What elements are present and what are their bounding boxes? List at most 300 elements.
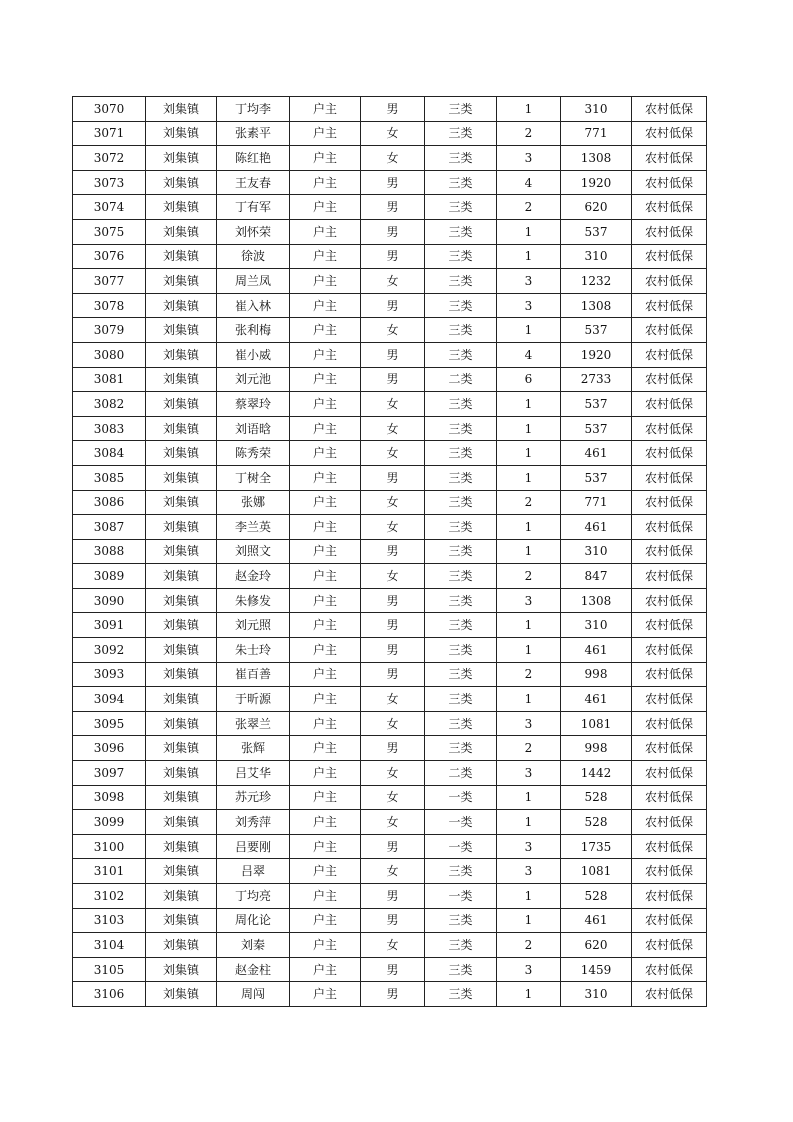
cell-record-number: 3095: [73, 711, 146, 736]
table-row: [73, 810, 707, 835]
table-row: [73, 515, 707, 540]
cell-amount: 310: [561, 97, 632, 122]
cell-name: 陈红艳: [217, 146, 290, 171]
cell-assistance-type: 农村低保: [632, 146, 707, 171]
cell-category: 三类: [425, 244, 497, 269]
cell-record-number: 3072: [73, 146, 146, 171]
table-row: [73, 97, 707, 122]
cell-household-size: 3: [497, 761, 561, 786]
cell-relation: 户主: [290, 933, 361, 958]
roster-table: [72, 96, 707, 1007]
cell-name: 苏元珍: [217, 785, 290, 810]
cell-assistance-type: 农村低保: [632, 219, 707, 244]
cell-record-number: 3070: [73, 97, 146, 122]
table-row: [73, 908, 707, 933]
cell-assistance-type: 农村低保: [632, 244, 707, 269]
cell-household-size: 1: [497, 318, 561, 343]
cell-township: 刘集镇: [146, 662, 217, 687]
cell-gender: 女: [361, 933, 425, 958]
cell-record-number: 3088: [73, 539, 146, 564]
cell-record-number: 3086: [73, 490, 146, 515]
cell-amount: 461: [561, 441, 632, 466]
cell-amount: 537: [561, 318, 632, 343]
cell-category: 三类: [425, 170, 497, 195]
table-row: [73, 441, 707, 466]
cell-relation: 户主: [290, 908, 361, 933]
table-row: [73, 711, 707, 736]
cell-name: 刘秀萍: [217, 810, 290, 835]
cell-household-size: 1: [497, 465, 561, 490]
cell-assistance-type: 农村低保: [632, 318, 707, 343]
cell-category: 一类: [425, 884, 497, 909]
cell-assistance-type: 农村低保: [632, 982, 707, 1007]
cell-township: 刘集镇: [146, 441, 217, 466]
cell-household-size: 1: [497, 539, 561, 564]
cell-amount: 528: [561, 785, 632, 810]
cell-record-number: 3090: [73, 588, 146, 613]
cell-relation: 户主: [290, 810, 361, 835]
cell-household-size: 4: [497, 170, 561, 195]
cell-household-size: 3: [497, 293, 561, 318]
cell-township: 刘集镇: [146, 342, 217, 367]
cell-relation: 户主: [290, 687, 361, 712]
cell-relation: 户主: [290, 711, 361, 736]
cell-record-number: 3106: [73, 982, 146, 1007]
table-row: [73, 761, 707, 786]
cell-record-number: 3099: [73, 810, 146, 835]
cell-gender: 女: [361, 761, 425, 786]
cell-assistance-type: 农村低保: [632, 687, 707, 712]
cell-amount: 1308: [561, 588, 632, 613]
cell-assistance-type: 农村低保: [632, 195, 707, 220]
cell-township: 刘集镇: [146, 416, 217, 441]
cell-household-size: 1: [497, 982, 561, 1007]
cell-relation: 户主: [290, 269, 361, 294]
cell-township: 刘集镇: [146, 908, 217, 933]
cell-relation: 户主: [290, 982, 361, 1007]
cell-township: 刘集镇: [146, 219, 217, 244]
cell-amount: 847: [561, 564, 632, 589]
cell-amount: 1459: [561, 957, 632, 982]
cell-category: 三类: [425, 515, 497, 540]
cell-category: 三类: [425, 219, 497, 244]
cell-record-number: 3082: [73, 392, 146, 417]
cell-assistance-type: 农村低保: [632, 170, 707, 195]
cell-amount: 310: [561, 539, 632, 564]
cell-assistance-type: 农村低保: [632, 441, 707, 466]
cell-record-number: 3074: [73, 195, 146, 220]
cell-gender: 男: [361, 957, 425, 982]
cell-amount: 537: [561, 416, 632, 441]
cell-township: 刘集镇: [146, 957, 217, 982]
table-row: [73, 539, 707, 564]
cell-name: 周化论: [217, 908, 290, 933]
cell-record-number: 3094: [73, 687, 146, 712]
cell-household-size: 1: [497, 785, 561, 810]
cell-relation: 户主: [290, 170, 361, 195]
cell-gender: 女: [361, 441, 425, 466]
cell-name: 丁有军: [217, 195, 290, 220]
cell-gender: 男: [361, 884, 425, 909]
cell-name: 吕要刚: [217, 834, 290, 859]
cell-household-size: 2: [497, 490, 561, 515]
cell-record-number: 3104: [73, 933, 146, 958]
cell-township: 刘集镇: [146, 293, 217, 318]
cell-name: 朱修发: [217, 588, 290, 613]
cell-record-number: 3083: [73, 416, 146, 441]
cell-record-number: 3081: [73, 367, 146, 392]
table-row: [73, 933, 707, 958]
cell-relation: 户主: [290, 416, 361, 441]
cell-gender: 男: [361, 293, 425, 318]
cell-relation: 户主: [290, 318, 361, 343]
cell-gender: 女: [361, 687, 425, 712]
cell-amount: 998: [561, 662, 632, 687]
cell-assistance-type: 农村低保: [632, 588, 707, 613]
table-row: [73, 392, 707, 417]
table-row: [73, 834, 707, 859]
cell-category: 三类: [425, 392, 497, 417]
cell-category: 三类: [425, 957, 497, 982]
table-row: [73, 170, 707, 195]
cell-township: 刘集镇: [146, 761, 217, 786]
cell-name: 刘元池: [217, 367, 290, 392]
cell-township: 刘集镇: [146, 121, 217, 146]
cell-amount: 1232: [561, 269, 632, 294]
cell-record-number: 3103: [73, 908, 146, 933]
cell-category: 三类: [425, 859, 497, 884]
cell-relation: 户主: [290, 146, 361, 171]
cell-amount: 771: [561, 121, 632, 146]
cell-household-size: 1: [497, 638, 561, 663]
cell-amount: 998: [561, 736, 632, 761]
cell-name: 丁树全: [217, 465, 290, 490]
cell-assistance-type: 农村低保: [632, 293, 707, 318]
cell-household-size: 1: [497, 884, 561, 909]
cell-household-size: 3: [497, 957, 561, 982]
cell-assistance-type: 农村低保: [632, 367, 707, 392]
cell-township: 刘集镇: [146, 515, 217, 540]
cell-category: 二类: [425, 761, 497, 786]
cell-township: 刘集镇: [146, 465, 217, 490]
cell-category: 三类: [425, 982, 497, 1007]
cell-household-size: 1: [497, 613, 561, 638]
cell-assistance-type: 农村低保: [632, 834, 707, 859]
cell-assistance-type: 农村低保: [632, 957, 707, 982]
cell-assistance-type: 农村低保: [632, 884, 707, 909]
cell-household-size: 6: [497, 367, 561, 392]
cell-assistance-type: 农村低保: [632, 490, 707, 515]
cell-amount: 310: [561, 613, 632, 638]
cell-name: 徐波: [217, 244, 290, 269]
cell-category: 三类: [425, 465, 497, 490]
cell-record-number: 3079: [73, 318, 146, 343]
cell-township: 刘集镇: [146, 564, 217, 589]
cell-relation: 户主: [290, 859, 361, 884]
cell-gender: 女: [361, 515, 425, 540]
cell-gender: 女: [361, 269, 425, 294]
cell-record-number: 3077: [73, 269, 146, 294]
table-row: [73, 785, 707, 810]
cell-gender: 男: [361, 170, 425, 195]
cell-name: 张翠兰: [217, 711, 290, 736]
cell-gender: 男: [361, 244, 425, 269]
cell-record-number: 3080: [73, 342, 146, 367]
table-row: [73, 342, 707, 367]
cell-household-size: 3: [497, 859, 561, 884]
cell-name: 崔百善: [217, 662, 290, 687]
cell-household-size: 1: [497, 441, 561, 466]
cell-township: 刘集镇: [146, 146, 217, 171]
cell-relation: 户主: [290, 293, 361, 318]
cell-name: 朱士玲: [217, 638, 290, 663]
cell-gender: 男: [361, 736, 425, 761]
cell-township: 刘集镇: [146, 687, 217, 712]
cell-gender: 女: [361, 490, 425, 515]
cell-category: 三类: [425, 195, 497, 220]
cell-name: 蔡翠玲: [217, 392, 290, 417]
cell-township: 刘集镇: [146, 638, 217, 663]
cell-relation: 户主: [290, 662, 361, 687]
cell-household-size: 1: [497, 392, 561, 417]
table-row: [73, 269, 707, 294]
cell-name: 刘语晗: [217, 416, 290, 441]
cell-relation: 户主: [290, 957, 361, 982]
cell-township: 刘集镇: [146, 588, 217, 613]
table-row: [73, 736, 707, 761]
cell-category: 三类: [425, 416, 497, 441]
cell-category: 三类: [425, 318, 497, 343]
cell-name: 周闯: [217, 982, 290, 1007]
cell-relation: 户主: [290, 515, 361, 540]
cell-amount: 1442: [561, 761, 632, 786]
cell-township: 刘集镇: [146, 97, 217, 122]
cell-relation: 户主: [290, 588, 361, 613]
cell-assistance-type: 农村低保: [632, 539, 707, 564]
cell-record-number: 3084: [73, 441, 146, 466]
cell-name: 丁均亮: [217, 884, 290, 909]
cell-assistance-type: 农村低保: [632, 662, 707, 687]
table-row: [73, 465, 707, 490]
cell-category: 三类: [425, 293, 497, 318]
table-row: [73, 687, 707, 712]
cell-category: 三类: [425, 441, 497, 466]
cell-name: 李兰英: [217, 515, 290, 540]
cell-household-size: 1: [497, 687, 561, 712]
table-row: [73, 416, 707, 441]
cell-township: 刘集镇: [146, 785, 217, 810]
cell-record-number: 3101: [73, 859, 146, 884]
cell-amount: 537: [561, 465, 632, 490]
cell-category: 一类: [425, 785, 497, 810]
cell-township: 刘集镇: [146, 613, 217, 638]
cell-category: 一类: [425, 810, 497, 835]
table-row: [73, 564, 707, 589]
cell-assistance-type: 农村低保: [632, 736, 707, 761]
cell-category: 三类: [425, 908, 497, 933]
cell-assistance-type: 农村低保: [632, 342, 707, 367]
cell-record-number: 3096: [73, 736, 146, 761]
cell-amount: 528: [561, 884, 632, 909]
cell-name: 崔小威: [217, 342, 290, 367]
cell-gender: 女: [361, 859, 425, 884]
cell-relation: 户主: [290, 834, 361, 859]
cell-amount: 461: [561, 515, 632, 540]
cell-record-number: 3089: [73, 564, 146, 589]
cell-gender: 男: [361, 638, 425, 663]
cell-township: 刘集镇: [146, 711, 217, 736]
cell-township: 刘集镇: [146, 933, 217, 958]
cell-name: 崔入林: [217, 293, 290, 318]
cell-assistance-type: 农村低保: [632, 97, 707, 122]
table-row: [73, 367, 707, 392]
cell-household-size: 3: [497, 711, 561, 736]
cell-relation: 户主: [290, 736, 361, 761]
cell-gender: 男: [361, 834, 425, 859]
table-row: [73, 588, 707, 613]
cell-assistance-type: 农村低保: [632, 564, 707, 589]
cell-name: 张辉: [217, 736, 290, 761]
cell-household-size: 1: [497, 244, 561, 269]
cell-household-size: 3: [497, 834, 561, 859]
cell-household-size: 3: [497, 146, 561, 171]
cell-gender: 男: [361, 342, 425, 367]
cell-household-size: 1: [497, 219, 561, 244]
table-row: [73, 859, 707, 884]
cell-relation: 户主: [290, 195, 361, 220]
cell-category: 二类: [425, 367, 497, 392]
cell-township: 刘集镇: [146, 367, 217, 392]
cell-household-size: 1: [497, 416, 561, 441]
cell-record-number: 3091: [73, 613, 146, 638]
cell-relation: 户主: [290, 638, 361, 663]
cell-relation: 户主: [290, 785, 361, 810]
cell-assistance-type: 农村低保: [632, 269, 707, 294]
cell-record-number: 3076: [73, 244, 146, 269]
cell-township: 刘集镇: [146, 269, 217, 294]
cell-amount: 771: [561, 490, 632, 515]
cell-category: 三类: [425, 638, 497, 663]
cell-amount: 461: [561, 638, 632, 663]
roster-body: [73, 97, 707, 1007]
cell-township: 刘集镇: [146, 982, 217, 1007]
cell-assistance-type: 农村低保: [632, 785, 707, 810]
cell-category: 三类: [425, 933, 497, 958]
table-row: [73, 982, 707, 1007]
cell-category: 三类: [425, 269, 497, 294]
cell-assistance-type: 农村低保: [632, 711, 707, 736]
cell-assistance-type: 农村低保: [632, 810, 707, 835]
cell-amount: 1308: [561, 146, 632, 171]
cell-category: 三类: [425, 736, 497, 761]
cell-household-size: 2: [497, 564, 561, 589]
table-row: [73, 293, 707, 318]
cell-record-number: 3098: [73, 785, 146, 810]
cell-relation: 户主: [290, 490, 361, 515]
cell-household-size: 2: [497, 662, 561, 687]
cell-household-size: 2: [497, 736, 561, 761]
cell-name: 吕艾华: [217, 761, 290, 786]
cell-relation: 户主: [290, 465, 361, 490]
cell-relation: 户主: [290, 884, 361, 909]
cell-record-number: 3075: [73, 219, 146, 244]
cell-township: 刘集镇: [146, 834, 217, 859]
table-row: [73, 219, 707, 244]
cell-household-size: 1: [497, 810, 561, 835]
table-row: [73, 146, 707, 171]
cell-township: 刘集镇: [146, 318, 217, 343]
cell-gender: 男: [361, 588, 425, 613]
cell-gender: 男: [361, 908, 425, 933]
cell-assistance-type: 农村低保: [632, 933, 707, 958]
cell-name: 刘怀荣: [217, 219, 290, 244]
cell-relation: 户主: [290, 564, 361, 589]
cell-assistance-type: 农村低保: [632, 465, 707, 490]
cell-assistance-type: 农村低保: [632, 416, 707, 441]
cell-gender: 男: [361, 982, 425, 1007]
cell-record-number: 3071: [73, 121, 146, 146]
table-row: [73, 121, 707, 146]
cell-amount: 310: [561, 244, 632, 269]
cell-household-size: 2: [497, 195, 561, 220]
cell-name: 赵金玲: [217, 564, 290, 589]
cell-name: 刘秦: [217, 933, 290, 958]
cell-amount: 620: [561, 195, 632, 220]
cell-township: 刘集镇: [146, 810, 217, 835]
cell-relation: 户主: [290, 392, 361, 417]
cell-township: 刘集镇: [146, 195, 217, 220]
cell-record-number: 3102: [73, 884, 146, 909]
cell-assistance-type: 农村低保: [632, 761, 707, 786]
cell-name: 张利梅: [217, 318, 290, 343]
cell-gender: 女: [361, 416, 425, 441]
cell-category: 三类: [425, 490, 497, 515]
table-row: [73, 957, 707, 982]
cell-gender: 男: [361, 539, 425, 564]
cell-record-number: 3092: [73, 638, 146, 663]
cell-amount: 1081: [561, 711, 632, 736]
cell-relation: 户主: [290, 441, 361, 466]
cell-gender: 男: [361, 219, 425, 244]
cell-amount: 1735: [561, 834, 632, 859]
cell-amount: 1920: [561, 342, 632, 367]
cell-assistance-type: 农村低保: [632, 908, 707, 933]
cell-relation: 户主: [290, 539, 361, 564]
cell-gender: 女: [361, 146, 425, 171]
cell-name: 赵金柱: [217, 957, 290, 982]
cell-gender: 女: [361, 564, 425, 589]
cell-amount: 537: [561, 392, 632, 417]
cell-township: 刘集镇: [146, 170, 217, 195]
cell-gender: 女: [361, 392, 425, 417]
cell-record-number: 3078: [73, 293, 146, 318]
cell-record-number: 3100: [73, 834, 146, 859]
cell-name: 周兰凤: [217, 269, 290, 294]
cell-record-number: 3087: [73, 515, 146, 540]
cell-name: 吕翠: [217, 859, 290, 884]
cell-gender: 男: [361, 195, 425, 220]
cell-category: 三类: [425, 97, 497, 122]
cell-amount: 1920: [561, 170, 632, 195]
cell-relation: 户主: [290, 342, 361, 367]
cell-name: 丁均李: [217, 97, 290, 122]
cell-assistance-type: 农村低保: [632, 638, 707, 663]
cell-category: 一类: [425, 834, 497, 859]
cell-category: 三类: [425, 539, 497, 564]
cell-category: 三类: [425, 588, 497, 613]
cell-name: 陈秀荣: [217, 441, 290, 466]
cell-household-size: 4: [497, 342, 561, 367]
